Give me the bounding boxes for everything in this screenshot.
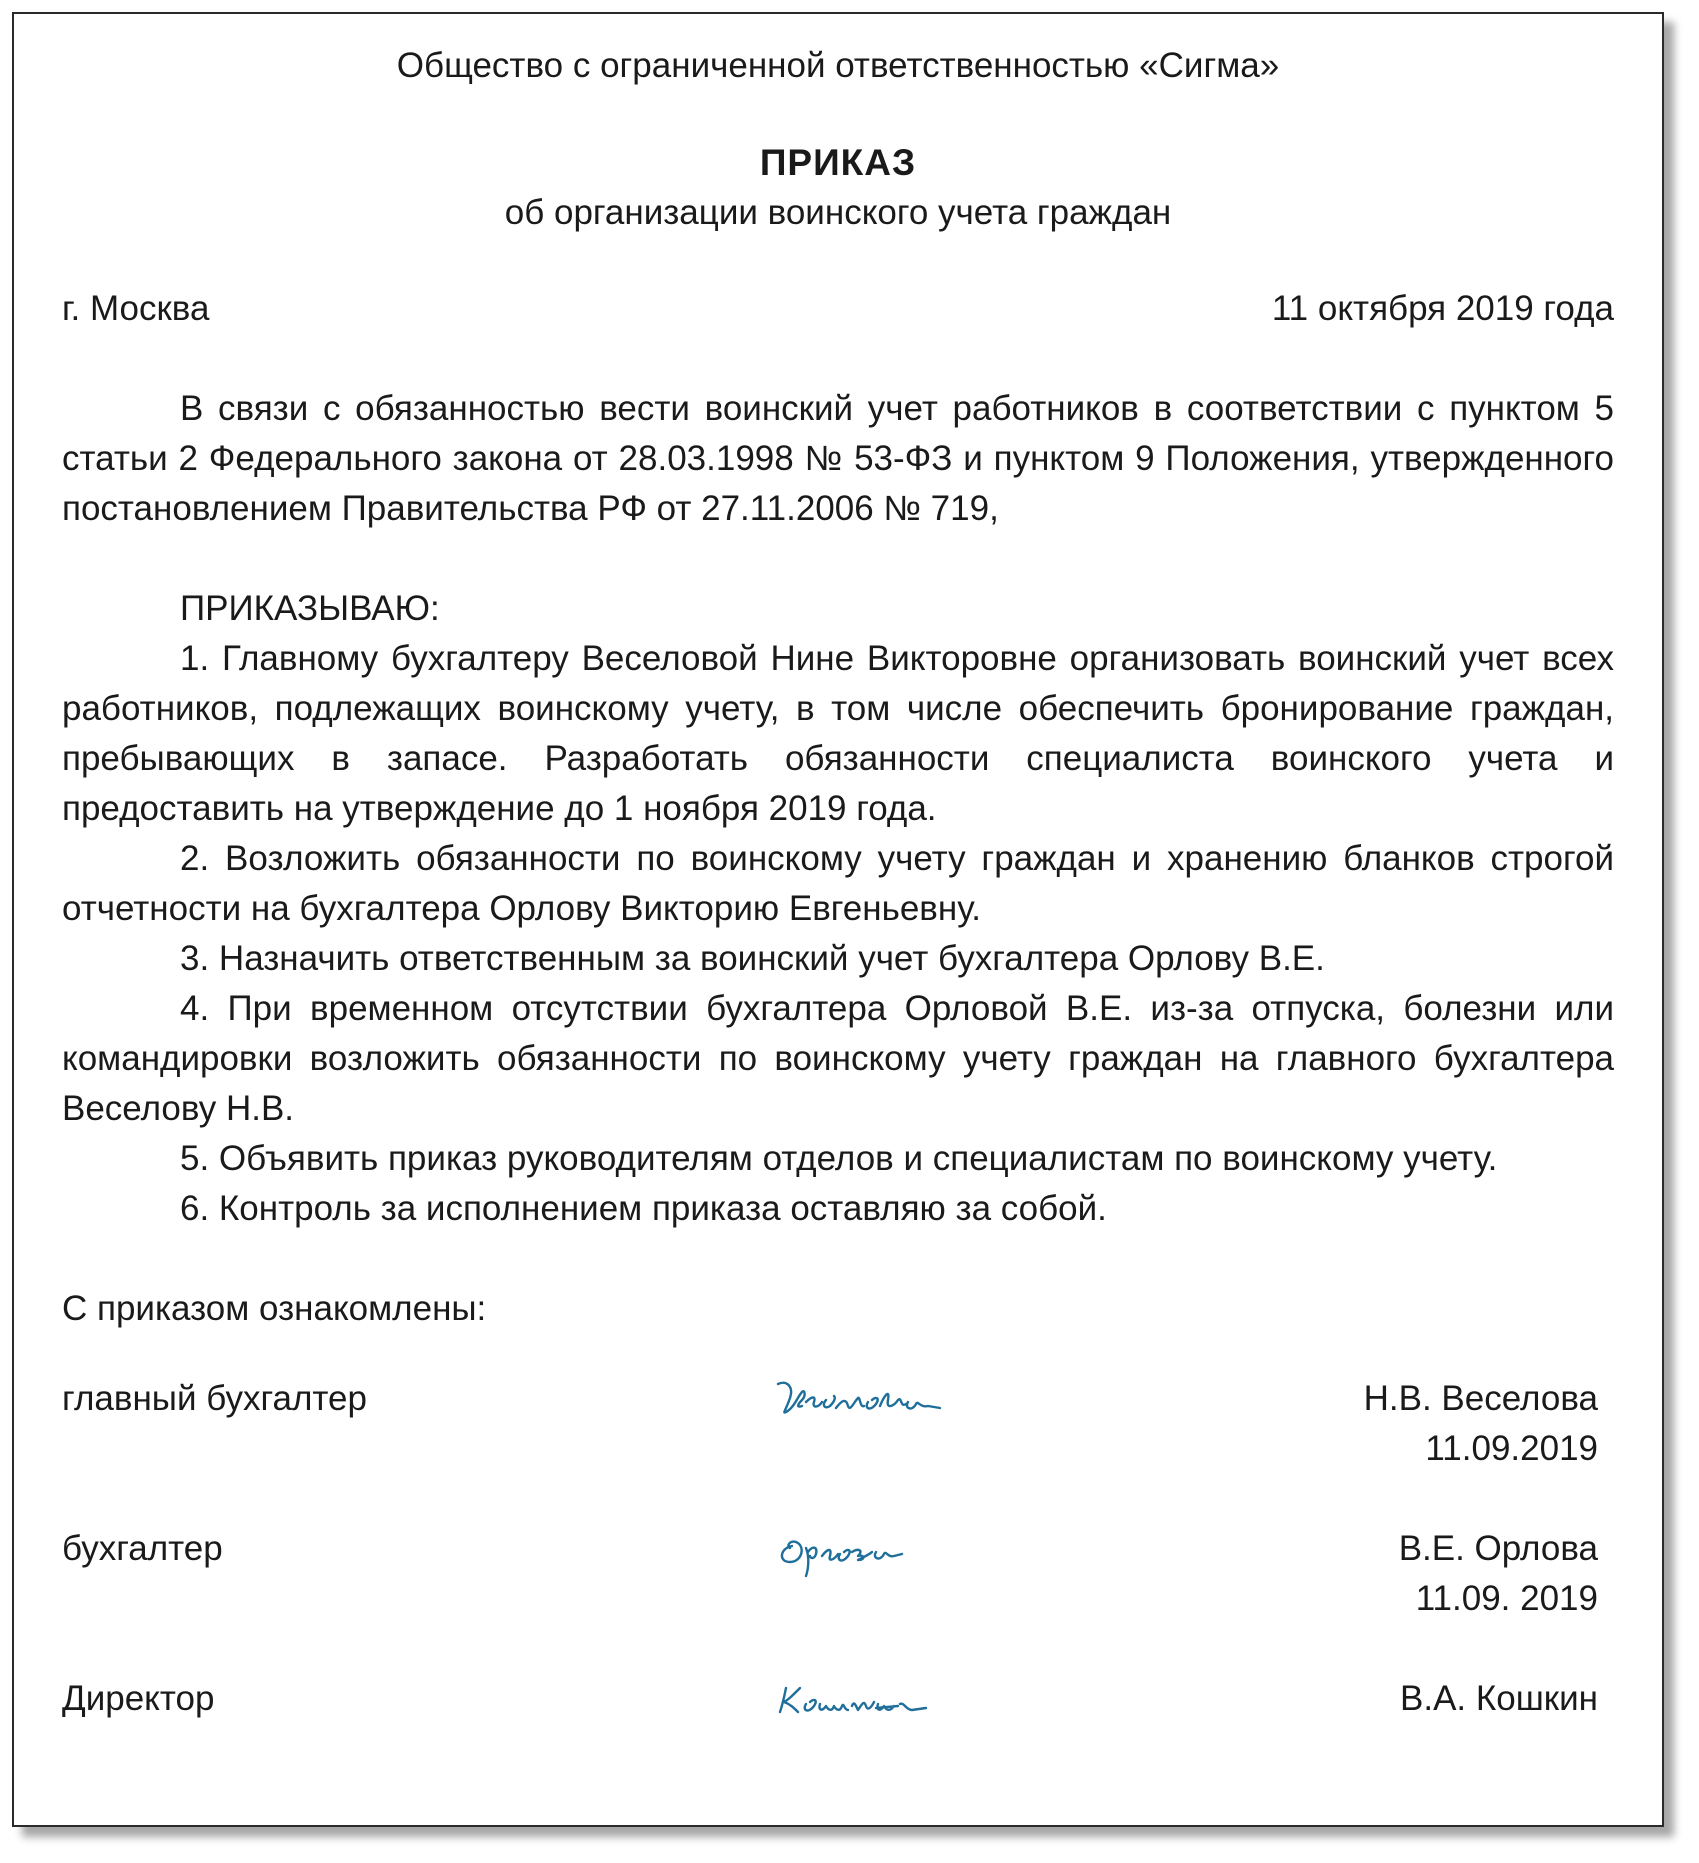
signatory-date: 11.09. 2019	[1415, 1579, 1598, 1618]
organization-name: Общество с ограниченной ответственностью «Сигма»	[396, 46, 1280, 85]
document-subtitle: об организации воинского учета граждан	[504, 193, 1172, 232]
signatory-date: 11.09.2019	[1425, 1429, 1598, 1468]
handwritten-signature-icon	[772, 1666, 972, 1732]
city: г. Москва	[62, 289, 210, 328]
signatory-name: Н.В. Веселова	[1363, 1379, 1598, 1418]
signature-orlova	[772, 1516, 972, 1582]
signature-veselova	[772, 1366, 972, 1432]
order-item-4: 4. При временном отсутствии бухгалтера Орловой В.Е. из-за отпуска, болезни или командировки возложить обязанности по воинскому учету граждан на главного бухгалтера Веселову Н.В.	[62, 989, 1614, 1128]
order-item-5: 5. Объявить приказ руководителям отделов и специалистам по воинскому учету.	[180, 1139, 1498, 1178]
order-item-1: 1. Главному бухгалтеру Веселовой Нине Викторовне организовать воинский учет всех работников, подлежащих воинскому учету, в том числе обеспечить бронирование граждан, пребывающих в запасе. Разработать обязанности специалиста воинского учета и предоставить на утверждение до 1 ноября 2019 года.	[62, 639, 1614, 828]
order-word: ПРИКАЗЫВАЮ:	[180, 589, 440, 628]
document-content	[62, 44, 1614, 1824]
signatory-name: В.Е. Орлова	[1398, 1529, 1598, 1568]
document-title: ПРИКАЗ	[759, 142, 917, 183]
place-date-row	[62, 286, 1614, 332]
signatory-name: В.А. Кошкин	[1400, 1679, 1598, 1718]
document-sheet	[12, 12, 1664, 1827]
signatory-role: Директор	[62, 1679, 215, 1718]
handwritten-signature-icon	[772, 1516, 972, 1582]
signature-koshkin	[772, 1666, 972, 1732]
signatory-row-accountant	[62, 1524, 1614, 1674]
signatory-role: главный бухгалтер	[62, 1379, 367, 1418]
intro-paragraph: В связи с обязанностью вести воинский учет работников в соответствии с пунктом 5 статьи 2 Федерального закона от 28.03.1998 № 53-ФЗ и пунктом 9 Положения, утвержденного постановлением Правительства РФ от 27.11.2006 № 719,	[62, 389, 1614, 528]
handwritten-signature-icon	[772, 1366, 972, 1432]
signatory-row-chief-accountant	[62, 1374, 1614, 1524]
order-date: 11 октября 2019 года	[1271, 289, 1614, 328]
familiarized-label: С приказом ознакомлены:	[62, 1289, 487, 1328]
signatory-role: бухгалтер	[62, 1529, 223, 1568]
order-item-3: 3. Назначить ответственным за воинский учет бухгалтера Орлову В.Е.	[180, 939, 1325, 978]
order-item-2: 2. Возложить обязанности по воинскому учету граждан и хранению бланков строгой отчетности на бухгалтера Орлову Викторию Евгеньевну.	[62, 839, 1614, 928]
signatory-row-director	[62, 1674, 1614, 1824]
order-item-6: 6. Контроль за исполнением приказа оставляю за собой.	[180, 1189, 1107, 1228]
